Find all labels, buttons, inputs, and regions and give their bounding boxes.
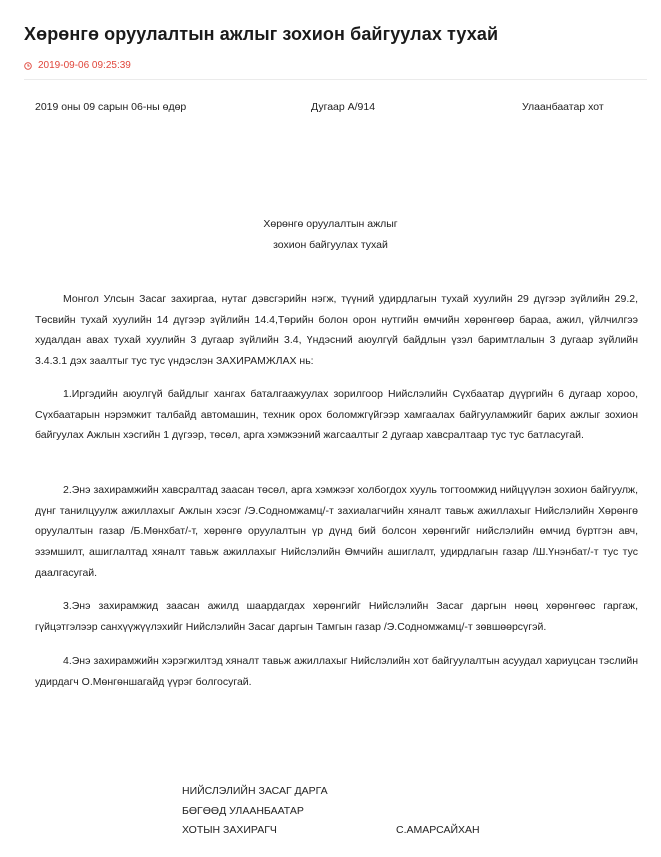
decree-clause-1: 1.Иргэдийн аюулгүй байдлыг хангах баталгаажуулах зорилгоор Нийслэлийн Сүхбаатар дүүргийн 6 дугаар хороо, Сүхбаатарын нэрэмжит талбайд автомашин, техник орох боломжгүйгээр хамгаалах байгууламжийг барих ажлыг зохион байгуулах Ажлын хэсгийн 1 дүгээр, төсөл, арга хэмжээний жагсаалтыг 2 дугаар хавсралтаар тус тус батласугай. — [35, 388, 638, 442]
decree-city: Улаанбаатар хот — [522, 101, 604, 113]
decree-heading-line: зохион байгуулах тухай — [273, 239, 388, 251]
publish-datetime: 2019-09-06 09:25:39 — [38, 60, 131, 71]
signature-title — [182, 782, 328, 841]
signature-line: БӨГӨӨД УЛААНБААТАР — [182, 804, 304, 817]
decree-heading-line: Хөрөнгө оруулалтын ажлыг — [263, 218, 398, 230]
decree-clause-4: 4.Энэ захирамжийн хэрэгжилтэд хяналт тавьж ажиллахыг Нийслэлийн хот байгуулалтын асуудал хариуцсан тэслийн удирдагч О.Мөнгөншагайд үүрэг болгосугай. — [35, 655, 638, 688]
signature-line: НИЙСЛЭЛИЙН ЗАСАГ ДАРГА — [182, 785, 328, 797]
decree-clause-3: 3.Энэ захирамжид заасан ажилд шаардагдах хөрөнгийг Нийслэлийн Засаг даргын нөөц хөрөнгөөс гаргаж, гүйцэтгэлээр санхүүжүүлэхийг Нийслэлийн Засаг даргын Тамгын газар /Э.Содномжамц/-т зөвшөөрсүгэй. — [35, 600, 638, 633]
decree-number: Дугаар А/914 — [311, 101, 376, 113]
signatory-name: С.АМАРСАЙХАН — [396, 824, 480, 836]
decree-heading — [0, 214, 661, 256]
decree-clause-2: 2.Энэ захирамжийн хавсралтад заасан төсөл, арга хэмжээг холбогдох хууль тогтоомжид нийцүүлэн зохион байгуулж, дүнг танилцуулж ажиллахыг Ажлын хэсэг /Э.Содномжамц/-т захиалагчийн хяналт тавьж ажиллахыг Нийслэлийн Хөрөнгө оруулалтын газар /Б.Мөнхбат/-т, хөрөнгө оруулалтын үр дүнд бий болсон хөрөнгийг нийслэлийн өмчид бүртгэн авч, эзэмшилт, ашиглалтад хяналт тавьж ажиллахыг Нийслэлийн Өмчийн ашиглалт, удирдлагын газар /Ш.Үнэнбат/-т тус тус даалгасугай. — [35, 484, 638, 579]
decree-preamble: Монгол Улсын Засаг захиргаа, нутаг дэвсгэрийн нэгж, түүний удирдлагын тухай хуулийн 29 дүгээр зүйлийн 29.2, Төсвийн тухай хуулийн 14 дүгээр зүйлийн 14.4,Төрийн болон орон нутгийн өмчийн хөрөнгөөр бараа, ажил, үйлчилгээ худалдан авах тухай хуулийн 3 дугаар зүйлийн 3.4, Үндэсний аюулгүй байдлын үзэл баримтлалын 3 дугаар зүйлийн 3.4.3.1 дэх заалтыг тус тус үндэслэн ЗАХИРАМЖЛАХ нь: — [35, 293, 638, 368]
page-title: Хөрөнгө оруулалтын ажлыг зохион байгуулах тухай — [24, 24, 499, 44]
signature-line: ХОТЫН ЗАХИРАГЧ — [182, 824, 277, 836]
publish-meta — [24, 60, 131, 71]
decree-date: 2019 оны 09 сарын 06-ны өдөр — [35, 101, 187, 113]
header-divider — [24, 79, 647, 80]
clock-icon — [24, 62, 32, 70]
